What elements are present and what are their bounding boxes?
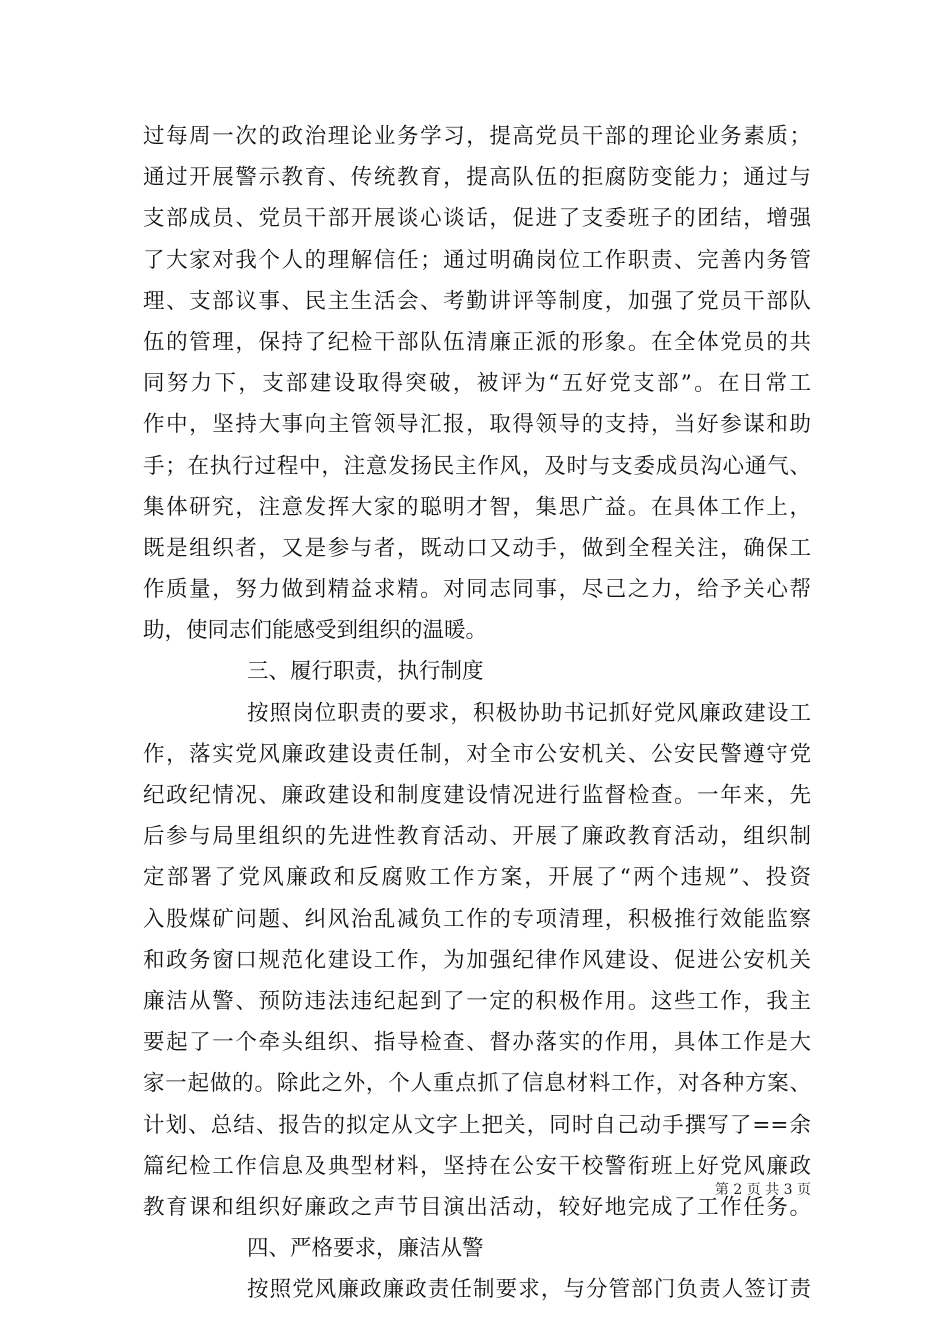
page-number-footer: 第 2 页 共 3 页 [714, 1182, 811, 1198]
text-line: 后参与局里组织的先进性教育活动、开展了廉政教育活动，组织制 [143, 824, 811, 850]
text-line: 纪政纪情况、廉政建设和制度建设情况进行监督检查。一年来，先 [143, 783, 811, 808]
text-line: 家一起做的。除此之外，个人重点抓了信息材料工作，对各种方案、 [143, 1071, 811, 1097]
text-line: 过每周一次的政治理论业务学习，提高党员干部的理论业务素质； [143, 124, 811, 149]
text-line: 手；在执行过程中，注意发扬民主作风，及时与支委成员沟心通气、 [143, 453, 811, 479]
text-line: 和政务窗口规范化建设工作，为加强纪律作风建设、促进公安机关 [143, 947, 811, 973]
text-line: 通过开展警示教育、传统教育，提高队伍的拒腐防变能力；通过与 [143, 165, 811, 191]
text-line: 按照党风廉政廉政责任制要求，与分管部门负责人签订责 [247, 1277, 811, 1303]
text-line: 伍的管理，保持了纪检干部队伍清廉正派的形象。在全体党员的共 [143, 329, 811, 355]
text-line: 篇纪检工作信息及典型材料，坚持在公安干校警衔班上好党风廉政 [143, 1153, 811, 1179]
text-line: 入股煤矿问题、纠风治乱减负工作的专项清理，积极推行效能监察 [143, 906, 811, 932]
text-line: 作，落实党风廉政建设责任制，对全市公安机关、公安民警遵守党 [143, 741, 811, 767]
section-heading: 四、严格要求，廉洁从警 [247, 1236, 484, 1262]
text-line: 作中，坚持大事向主管领导汇报，取得领导的支持，当好参谋和助 [143, 412, 811, 438]
text-line: 集体研究，注意发挥大家的聪明才智，集思广益。在具体工作上， [143, 494, 811, 520]
text-line: 按照岗位职责的要求，积极协助书记抓好党风廉政建设工 [247, 700, 811, 726]
text-line: 理、支部议事、民主生活会、考勤讲评等制度，加强了党员干部队 [143, 288, 811, 314]
text-line: 同努力下，支部建设取得突破，被评为“五好党支部”。在日常工 [143, 371, 811, 397]
section-heading: 三、履行职责，执行制度 [247, 659, 484, 685]
text-line: 支部成员、党员干部开展谈心谈话，促进了支委班子的团结，增强 [143, 206, 811, 232]
text-line: 作质量，努力做到精益求精。对同志同事，尽己之力，给予关心帮 [143, 577, 811, 603]
document-body [143, 116, 811, 1310]
text-line: 助，使同志们能感受到组织的温暖。 [143, 618, 488, 644]
text-line: 要起了一个牵头组织、指导检查、督办落实的作用，具体工作是大 [143, 1030, 811, 1056]
text-line: 了大家对我个人的理解信任；通过明确岗位工作职责、完善内务管 [143, 247, 811, 273]
text-line: 既是组织者，又是参与者，既动口又动手，做到全程关注，确保工 [143, 535, 811, 561]
text-line: 教育课和组织好廉政之声节目演出活动，较好地完成了工作任务。 [143, 1194, 811, 1220]
text-line: 计划、总结、报告的拟定从文字上把关，同时自己动手撰写了==余 [143, 1112, 811, 1138]
text-line: 廉洁从警、预防违法违纪起到了一定的积极作用。这些工作，我主 [143, 988, 811, 1014]
text-line: 定部署了党风廉政和反腐败工作方案，开展了“两个违规”、投资 [143, 865, 811, 891]
